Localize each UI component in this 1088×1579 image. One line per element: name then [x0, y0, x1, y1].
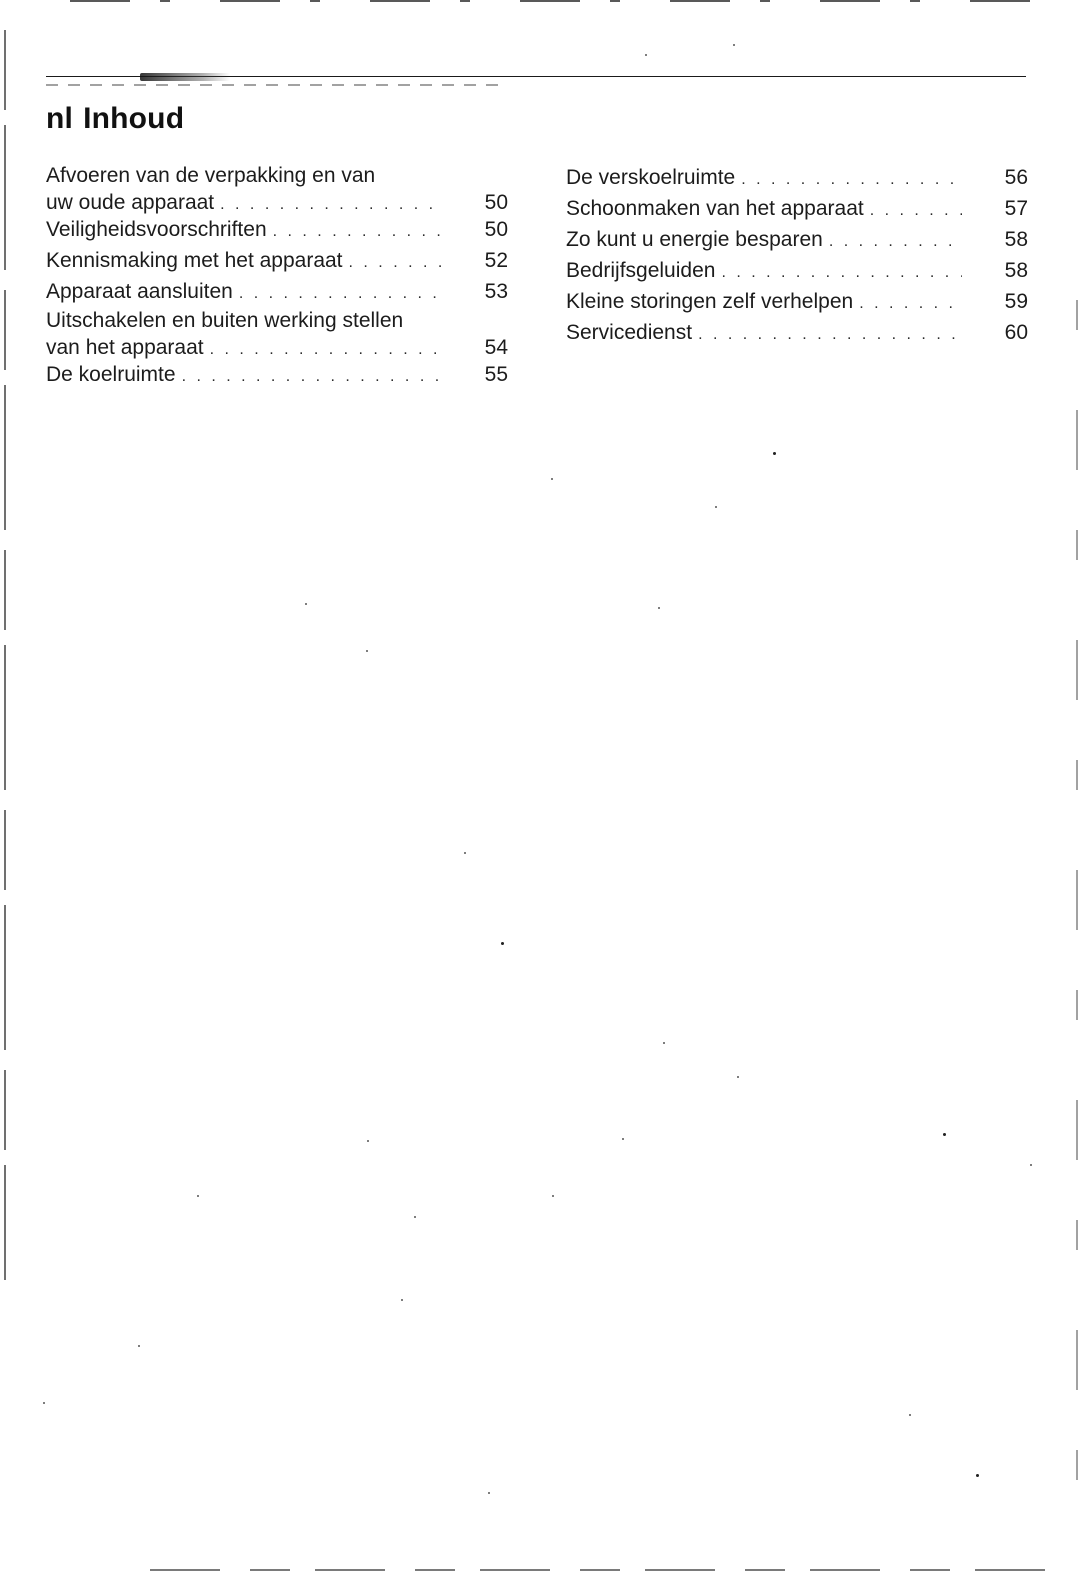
scan-speck — [909, 1414, 911, 1416]
scan-top-edge — [70, 0, 1058, 2]
scan-speck — [733, 44, 735, 46]
toc-entry-label: Kennismaking met het apparaat — [46, 249, 343, 272]
toc-entry-label: Bedrijfsgeluiden — [566, 259, 716, 282]
toc-entry[interactable] — [566, 286, 1028, 317]
toc-leader-dots — [349, 247, 442, 278]
toc-page-number: 52 — [484, 249, 508, 272]
scan-left-edge — [4, 30, 6, 1280]
scan-speck — [305, 603, 307, 605]
toc-entry[interactable] — [566, 255, 1028, 286]
toc-entry[interactable] — [46, 276, 508, 307]
scan-speck — [773, 452, 776, 455]
toc-leader-dots — [870, 195, 962, 226]
toc-entry-label: De verskoelruimte — [566, 166, 736, 189]
title-text: Inhoud — [83, 102, 185, 135]
scan-speck — [715, 506, 717, 508]
toc-entry[interactable] — [566, 193, 1028, 224]
scan-speck — [464, 852, 466, 854]
toc-entry[interactable] — [566, 162, 1028, 193]
toc-entry[interactable] — [566, 317, 1028, 348]
scan-speck — [401, 1299, 403, 1301]
toc-page-number: 59 — [1004, 290, 1028, 313]
scan-speck — [1030, 1164, 1032, 1166]
scan-speck — [501, 942, 504, 945]
toc-column-left — [46, 162, 508, 390]
scan-speck — [622, 1138, 624, 1140]
toc-leader-dots — [698, 319, 962, 350]
toc-entry-label: van het apparaat — [46, 336, 204, 359]
scan-speck — [976, 1474, 979, 1477]
toc-entry[interactable] — [46, 214, 508, 245]
toc-entry-label: De koelruimte — [46, 363, 176, 386]
toc-page-number: 56 — [1004, 166, 1028, 189]
toc-leader-dots — [829, 226, 962, 257]
toc-entry-label: uw oude apparaat — [46, 191, 215, 214]
toc-leader-dots — [721, 257, 962, 288]
scan-speck — [366, 650, 368, 652]
scan-speck — [488, 1492, 490, 1494]
toc-leader-dots — [182, 361, 442, 392]
toc-entry-label: Servicedienst — [566, 321, 693, 344]
toc-entry[interactable] — [566, 224, 1028, 255]
scan-speck — [551, 478, 553, 480]
toc-entry-label-line1: Afvoeren van de verpakking en van — [46, 164, 376, 187]
language-code: nl — [46, 102, 74, 135]
scan-speck — [414, 1216, 416, 1218]
page-title — [46, 102, 184, 136]
scan-right-edge — [1076, 300, 1078, 1480]
scan-smudge — [140, 73, 230, 81]
scan-speck — [43, 1402, 45, 1404]
toc-entry-label: Zo kunt u energie besparen — [566, 228, 823, 251]
toc-page-number: 53 — [484, 280, 508, 303]
toc-page-number: 60 — [1004, 321, 1028, 344]
scan-speck — [197, 1195, 199, 1197]
scan-speck — [552, 1195, 554, 1197]
toc-leader-dots — [239, 278, 442, 309]
scan-speck — [737, 1076, 739, 1078]
toc-page-number: 57 — [1004, 197, 1028, 220]
toc-entry-label: Veiligheidsvoorschriften — [46, 218, 267, 241]
toc-leader-dots — [741, 164, 962, 195]
scan-speck — [663, 1042, 665, 1044]
toc-entry-label-line1: Uitschakelen en buiten werking stellen — [46, 309, 404, 332]
scan-dashes — [46, 84, 506, 86]
toc-page-number: 58 — [1004, 259, 1028, 282]
toc-page-number: 50 — [484, 218, 508, 241]
toc-entry-label: Schoonmaken van het apparaat — [566, 197, 864, 220]
toc-entry-label: Kleine storingen zelf verhelpen — [566, 290, 854, 313]
toc-leader-dots — [273, 216, 442, 247]
scan-bottom-edge — [150, 1569, 1058, 1571]
toc-entry[interactable] — [46, 245, 508, 276]
toc-column-right — [566, 162, 1028, 348]
scan-speck — [138, 1345, 140, 1347]
toc-entry[interactable] — [46, 164, 508, 214]
toc-entry[interactable] — [46, 359, 508, 390]
toc-leader-dots — [859, 288, 962, 319]
toc-page-number: 54 — [484, 336, 508, 359]
toc-page-number: 55 — [484, 363, 508, 386]
scan-speck — [658, 607, 660, 609]
toc-page-number: 58 — [1004, 228, 1028, 251]
toc-entry-label: Apparaat aansluiten — [46, 280, 233, 303]
toc-page-number: 50 — [484, 191, 508, 214]
toc-entry[interactable] — [46, 309, 508, 359]
scan-speck — [367, 1140, 369, 1142]
scan-speck — [943, 1133, 946, 1136]
scan-speck — [645, 54, 647, 56]
